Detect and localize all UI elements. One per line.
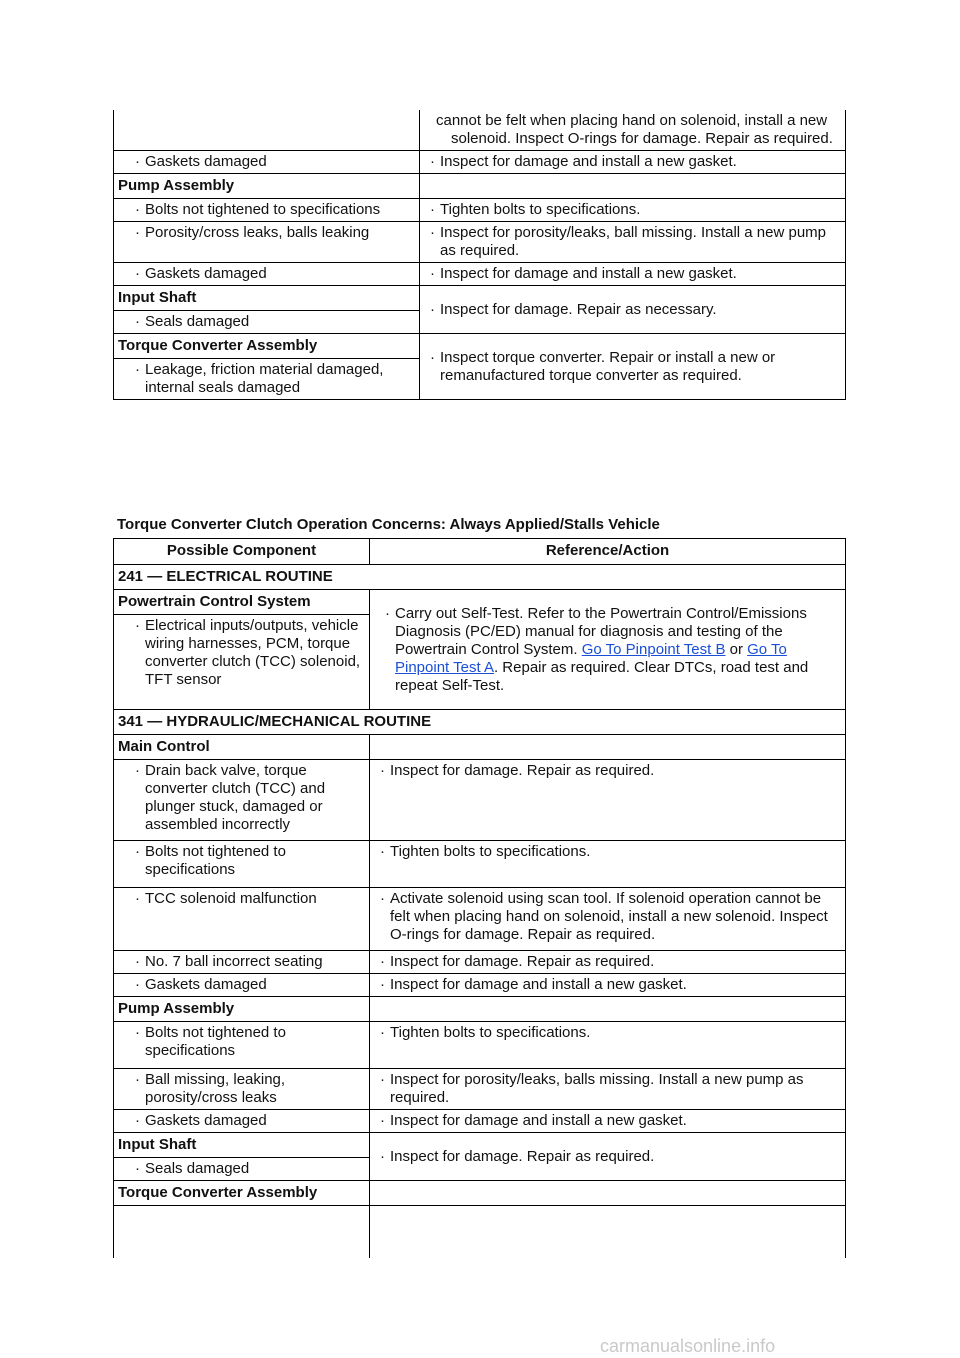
group-label: Input Shaft (114, 1133, 370, 1158)
component-cell: · Gaskets damaged (114, 151, 420, 174)
table-row (114, 841, 846, 888)
table-row (114, 760, 846, 841)
group-row (114, 1181, 846, 1206)
pinpoint-test-b-link[interactable]: Go To Pinpoint Test B (581, 640, 726, 658)
action-cell: · Carry out Self-Test. Refer to the Powertrain Control/Emissions Diagnosis (PC/ED) manual for diagnosis and testing of the Powertrain Control System. Go To Pinpoint Test B or Go To Pinpoint Test A. Repair as required. Clear DTCs, road test and repeat Self-Test. (370, 590, 846, 710)
action-cell: · Tighten bolts to specifications. (370, 841, 846, 888)
column-header-component: Possible Component (114, 539, 370, 565)
cell-empty (114, 1206, 370, 1259)
component-cell: · Leakage, friction material damaged, internal seals damaged (114, 359, 420, 400)
component-cell: · Bolts not tightened to specifications (114, 1022, 370, 1069)
action-cell: · Inspect for damage. Repair as required. (370, 1133, 846, 1181)
group-row (114, 174, 846, 199)
table-row (114, 974, 846, 997)
group-row (114, 997, 846, 1022)
table-row (114, 222, 846, 263)
table-continued (113, 110, 846, 400)
table-row (114, 1206, 846, 1259)
action-cell: · Inspect for damage. Repair as necessary. (420, 286, 846, 334)
cell-empty (370, 1206, 846, 1259)
component-cell: · Gaskets damaged (114, 974, 370, 997)
table-row (114, 110, 846, 151)
table-row (114, 1069, 846, 1110)
action-cell: · Activate solenoid using scan tool. If solenoid operation cannot be felt when placing hand on solenoid, install a new solenoid. Inspect O-rings for damage. Repair as required. (370, 888, 846, 951)
component-cell: · Gaskets damaged (114, 263, 420, 286)
cell-empty (370, 735, 846, 760)
cell-empty (114, 110, 420, 151)
group-row (114, 590, 846, 615)
action-cell: · Inspect for damage and install a new gasket. (420, 263, 846, 286)
watermark: carmanualsonline.info (600, 1336, 776, 1356)
table-row (114, 951, 846, 974)
table-title: Torque Converter Clutch Operation Concerns: Always Applied/Stalls Vehicle (117, 516, 660, 533)
action-cell: · Inspect for damage and install a new gasket. (420, 151, 846, 174)
group-label: Powertrain Control System (114, 590, 370, 615)
group-row (114, 735, 846, 760)
action-cell: · Inspect for damage and install a new gasket. (370, 1110, 846, 1133)
action-cell: · Inspect for porosity/leaks, ball missing. Install a new pump as required. (420, 222, 846, 263)
action-cell: · Tighten bolts to specifications. (370, 1022, 846, 1069)
component-cell: · Electrical inputs/outputs, vehicle wiring harnesses, PCM, torque converter clutch (TCC) solenoid, TFT sensor (114, 615, 370, 710)
action-cell: · Inspect for damage. Repair as required. (370, 760, 846, 841)
action-cell: · Inspect for damage. Repair as required. (370, 951, 846, 974)
group-label: Input Shaft (114, 286, 420, 311)
component-cell: · Ball missing, leaking, porosity/cross leaks (114, 1069, 370, 1110)
column-header-action: Reference/Action (370, 539, 846, 565)
group-row (114, 286, 846, 311)
action-cell: · Inspect for porosity/leaks, balls missing. Install a new pump as required. (370, 1069, 846, 1110)
table-row (114, 263, 846, 286)
cell-empty (420, 174, 846, 199)
component-cell: · Seals damaged (114, 311, 420, 334)
table-row (114, 199, 846, 222)
cell-empty (370, 1181, 846, 1206)
group-label: Torque Converter Assembly (114, 1181, 370, 1206)
diagnosis-table (113, 538, 846, 1258)
table-row (114, 1022, 846, 1069)
routine-row (114, 565, 846, 590)
group-row (114, 334, 846, 359)
component-cell: · Porosity/cross leaks, balls leaking (114, 222, 420, 263)
component-cell: · Seals damaged (114, 1158, 370, 1181)
table-row (114, 1110, 846, 1133)
action-cell: · Inspect for damage and install a new gasket. (370, 974, 846, 997)
routine-row (114, 710, 846, 735)
group-label: Pump Assembly (114, 997, 370, 1022)
component-cell: · Bolts not tightened to specifications (114, 199, 420, 222)
component-cell: · Drain back valve, torque converter clutch (TCC) and plunger stuck, damaged or assembled incorrectly (114, 760, 370, 841)
component-cell: · Bolts not tightened to specifications (114, 841, 370, 888)
group-row (114, 1133, 846, 1158)
component-cell: · TCC solenoid malfunction (114, 888, 370, 951)
component-cell: · No. 7 ball incorrect seating (114, 951, 370, 974)
group-label: Main Control (114, 735, 370, 760)
table-row (114, 151, 846, 174)
header-row (114, 539, 846, 565)
group-label: Torque Converter Assembly (114, 334, 420, 359)
component-cell: · Gaskets damaged (114, 1110, 370, 1133)
pinpoint-test-a-link[interactable]: Go To Pinpoint Test A (395, 640, 787, 676)
action-cell: · Tighten bolts to specifications. (420, 199, 846, 222)
cell-empty (370, 997, 846, 1022)
routine-label: 341 — HYDRAULIC/MECHANICAL ROUTINE (114, 710, 846, 735)
action-cell: · Inspect torque converter. Repair or install a new or remanufactured torque converter as required. (420, 334, 846, 400)
routine-label: 241 — ELECTRICAL ROUTINE (114, 565, 846, 590)
table-row (114, 888, 846, 951)
action-cell: cannot be felt when placing hand on solenoid, install a new solenoid. Inspect O-rings for damage. Repair as required. (420, 110, 846, 151)
group-label: Pump Assembly (114, 174, 420, 199)
